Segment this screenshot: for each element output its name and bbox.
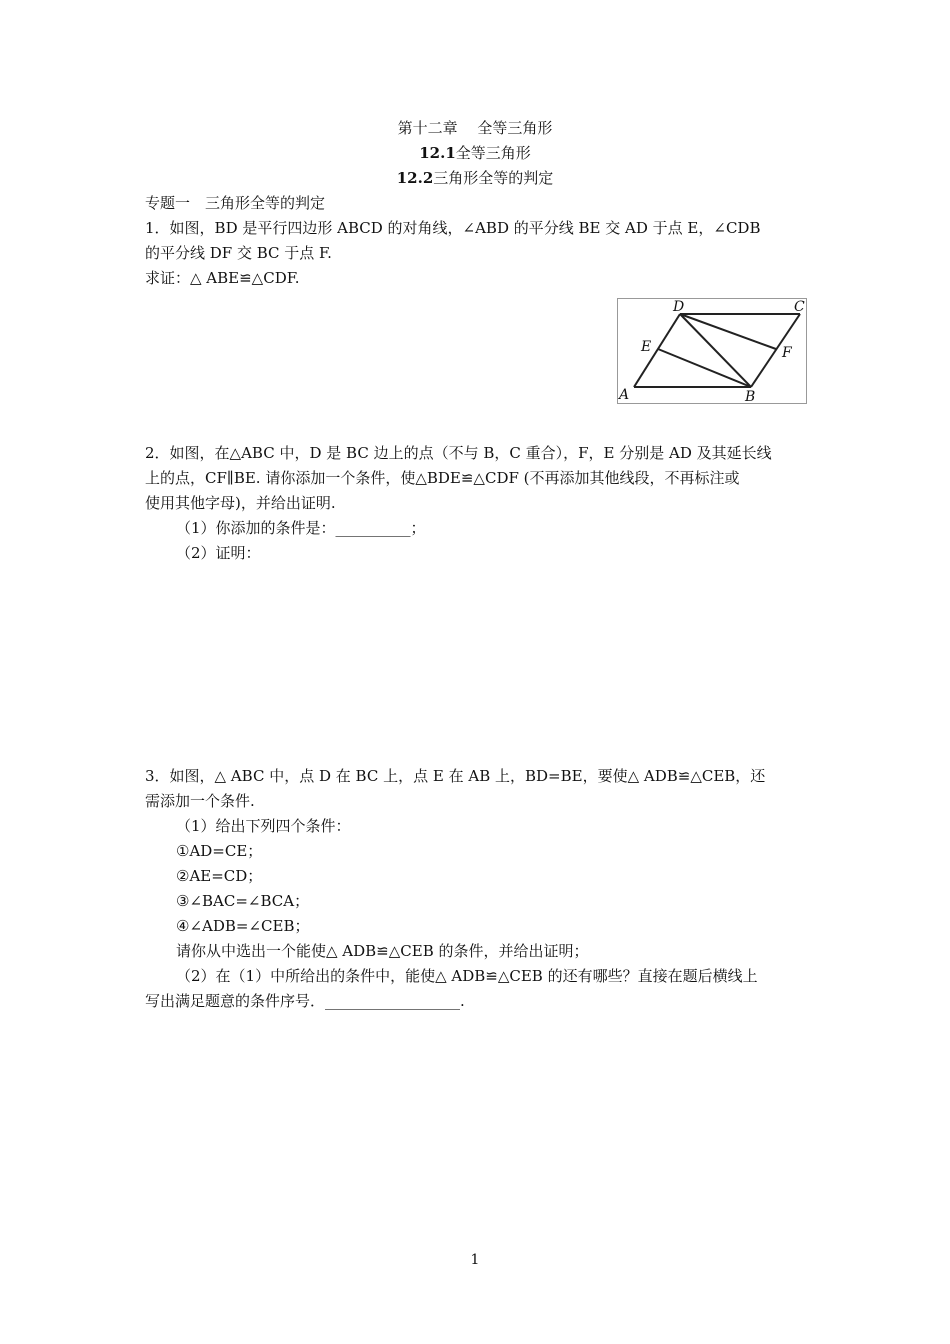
q2-part-2: （2）证明： <box>176 544 261 562</box>
label-f: F <box>782 345 792 361</box>
q2-line-1: 2．如图，在△ABC 中，D 是 BC 边上的点（不与 B，C 重合），F，E 分别是 AD 及其延长线 <box>145 444 772 462</box>
q3-part-2-line-2: 写出满足题意的条件序号．__________________. <box>145 992 465 1010</box>
q3-line-1: 3．如图，△ ABC 中，点 D 在 BC 上，点 E 在 AB 上，BD=BE，要使△ ADB≌△CEB，还 <box>145 767 766 785</box>
q3-option-4: ④∠ADB=∠CEB； <box>176 917 310 935</box>
q1-line-3: 求证：△ ABE≌△CDF. <box>145 269 300 287</box>
segment-be <box>658 349 751 387</box>
q3-part-1: （1）给出下列四个条件： <box>176 817 351 835</box>
q3-instruction: 请你从中选出一个能使△ ADB≌△CEB 的条件，并给出证明； <box>176 942 589 960</box>
section-text: 三角形全等的判定 <box>433 169 554 187</box>
q3-part-2-line-1: （2）在（1）中所给出的条件中，能使△ ADB≌△CEB 的还有哪些？直接在题后横线上 <box>176 967 758 985</box>
q2-line-2: 上的点，CF∥BE. 请你添加一个条件，使△BDE≌△CDF (不再添加其他线段，不再标注或 <box>145 469 740 487</box>
q1-line-2: 的平分线 DF 交 BC 于点 F. <box>145 244 332 262</box>
q1-line-1: 1．如图，BD 是平行四边形 ABCD 的对角线，∠ABD 的平分线 BE 交 AD 于点 E，∠CDB <box>145 219 761 237</box>
chapter-title: 第十二章 全等三角形 <box>397 119 553 137</box>
label-c: C <box>794 299 805 315</box>
segment-df <box>680 314 776 349</box>
section-title-12-1 <box>0 143 950 163</box>
q1-parallelogram-figure <box>617 298 807 404</box>
section-text: 全等三角形 <box>455 144 531 162</box>
q3-line-2: 需添加一个条件. <box>145 792 255 810</box>
section-title-12-2 <box>0 168 950 188</box>
q2-line-3: 使用其他字母)，并给出证明. <box>145 494 336 512</box>
segment-bc <box>751 314 800 387</box>
label-b: B <box>745 389 756 403</box>
q3-option-2: ②AE=CD； <box>176 867 263 885</box>
label-d: D <box>673 299 685 315</box>
q3-option-3: ③∠BAC=∠BCA； <box>176 892 310 910</box>
section-number: 12.1 <box>419 144 456 162</box>
q3-option-1: ①AD=CE； <box>176 842 263 860</box>
segment-bd <box>680 314 751 387</box>
label-e: E <box>641 339 652 355</box>
page-number: 1 <box>470 1252 480 1268</box>
label-a: A <box>619 387 630 403</box>
section-number: 12.2 <box>396 169 434 187</box>
topic-heading: 专题一 三角形全等的判定 <box>145 194 326 212</box>
q2-part-1: （1）你添加的条件是：__________； <box>176 519 426 537</box>
